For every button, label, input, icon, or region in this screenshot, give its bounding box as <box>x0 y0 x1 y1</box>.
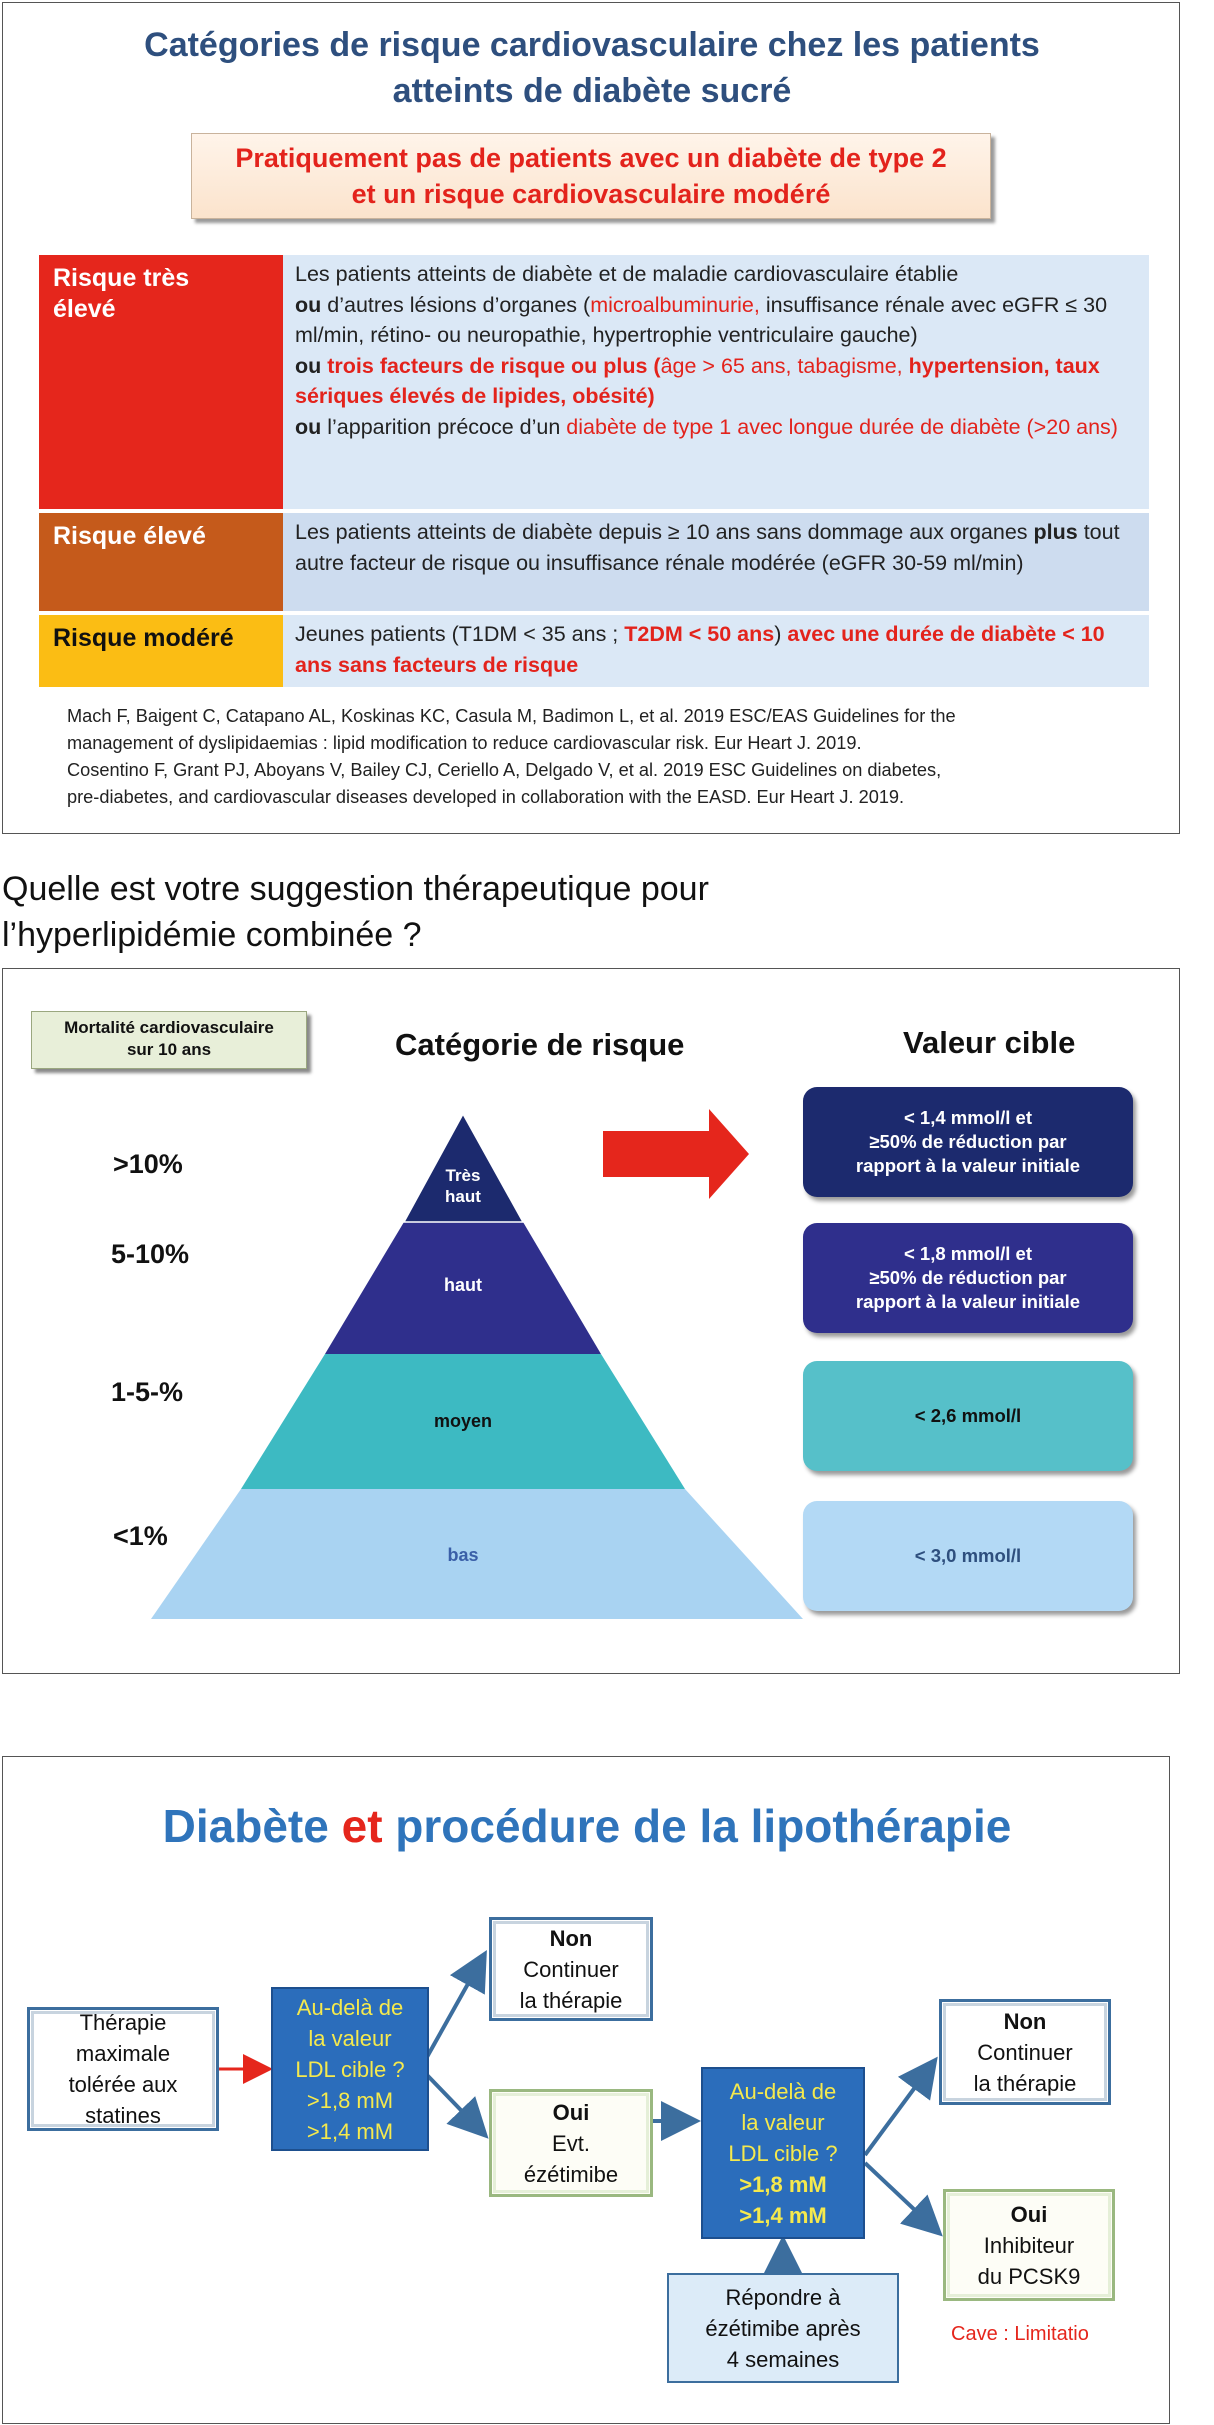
very-high-line-c: ou trois facteurs de risque ou plus (âge > 65 ans, tabagisme, hypertension, taux sériques élevés de lipides, obésité) <box>295 353 1100 408</box>
very-high-line-d: ou l’apparition précoce d’un diabète de type 1 avec longue durée de diabète (>20 ans) <box>295 414 1118 439</box>
reference-line: Cosentino F, Grant PJ, Aboyans V, Bailey CJ, Ceriello A, Delgado V, et al. 2019 ESC Guidelines on diabetes, <box>67 760 942 780</box>
pct-low: <1% <box>113 1521 168 1551</box>
start-box <box>27 2007 219 2131</box>
arrow-decision1-to-yes <box>427 2075 483 2133</box>
yes1-line: ézétimibe <box>523 2161 619 2187</box>
decision2-line: >1,4 mM <box>739 2202 827 2228</box>
level-name-very-high-line2: haut <box>445 1187 481 1206</box>
no2-box <box>939 1999 1111 2105</box>
banner-line1: Pratiquement pas de patients avec un diabète de type 2 <box>235 143 947 173</box>
target-low: < 3,0 mmol/l <box>803 1501 1133 1611</box>
yes1-title: Oui <box>552 2099 590 2125</box>
response-box <box>667 2273 899 2383</box>
yes1-line: Evt. <box>552 2130 590 2156</box>
banner-line2: et un risque cardiovasculaire modéré <box>351 179 831 209</box>
reference-line: Mach F, Baigent C, Catapano AL, Koskinas KC, Casula M, Badimon L, et al. 2019 ESC/EAS Guidelines for the <box>67 706 956 726</box>
level-name-high: haut <box>444 1275 482 1295</box>
target-very-high-line2: ≥50% de réduction par <box>869 1131 1067 1152</box>
mortality-line2: sur 10 ans <box>126 1040 212 1059</box>
risk-label-very-high-line1: Risque très <box>53 264 190 292</box>
response-line: 4 semaines <box>726 2346 840 2372</box>
target-high-line3: rapport à la valeur initiale <box>855 1291 1081 1312</box>
decision1-line: >1,8 mM <box>306 2087 394 2113</box>
no1-title: Non <box>549 1925 593 1951</box>
mortality-line1: Mortalité cardiovasculaire <box>64 1018 274 1037</box>
very-high-line-b: ou d’autres lésions d’organes (microalbuminurie, insuffisance rénale avec eGFR ≤ 30 ml/min, rétino- ou neuropathie, hypertrophie ventriculaire gauche) <box>295 292 1108 347</box>
target-medium: < 2,6 mmol/l <box>803 1361 1133 1471</box>
risk-label-very-high <box>39 255 283 509</box>
decision2-line: la valeur <box>741 2109 825 2135</box>
start-line: maximale <box>75 2041 171 2066</box>
level-name-low: bas <box>447 1545 479 1565</box>
risk-text-high: Les patients atteints de diabète depuis ≥ 10 ans sans dommage aux organes plus tout autre facteur de risque ou insuffisance rénale modérée (eGFR 30-59 ml/min) <box>283 513 1149 611</box>
arrow-decision2-to-no <box>865 2063 933 2155</box>
panel1-title-line2: atteints de diabète sucré <box>392 72 792 110</box>
decision1-line: la valeur <box>308 2025 392 2051</box>
no2-line: la thérapie <box>973 2070 1077 2096</box>
decision1-box <box>271 1987 429 2151</box>
yes2-line: Inhibiteur <box>983 2232 1075 2258</box>
decision2-line: Au-delà de <box>729 2078 837 2104</box>
response-line: ézétimibe après <box>705 2315 861 2341</box>
start-line: tolérée aux <box>68 2072 178 2097</box>
decision1-line: LDL cible ? <box>295 2056 405 2082</box>
arrow-decision2-to-yes <box>865 2163 937 2231</box>
yes2-title: Oui <box>1010 2201 1048 2227</box>
target-high <box>803 1223 1133 1333</box>
start-line: Thérapie <box>79 2010 167 2035</box>
yes2-line: du PCSK9 <box>977 2263 1081 2289</box>
no1-line: la thérapie <box>519 1987 623 2013</box>
reference-line: pre-diabetes, and cardiovascular diseases developed in collaboration with the EASD. Eur Heart J. 2019. <box>67 787 905 807</box>
pct-high: 5-10% <box>111 1239 190 1269</box>
pct-very-high: >10% <box>113 1149 183 1179</box>
level-name-medium: moyen <box>433 1411 493 1431</box>
references <box>67 703 1157 811</box>
decision2-box <box>701 2067 865 2239</box>
level-name-very-high-line1: Très <box>445 1166 481 1185</box>
question-line2: l’hyperlipidémie combinée ? <box>2 916 422 954</box>
decision2-line: >1,8 mM <box>739 2171 827 2197</box>
yes1-box <box>489 2089 653 2197</box>
caveat-note: Cave : Limitatio <box>951 2323 1089 2345</box>
flowchart-title: Diabète et procédure de la lipothérapie <box>162 1800 1012 1852</box>
risk-pyramid-panel <box>2 968 1180 1674</box>
arrow-decision1-to-no <box>427 1957 483 2057</box>
pct-medium: 1-5-% <box>111 1377 184 1407</box>
lipid-therapy-flowchart-panel <box>2 1756 1170 2424</box>
banner <box>191 133 991 219</box>
no2-title: Non <box>1003 2008 1047 2034</box>
panel1-title-line1: Catégories de risque cardiovasculaire chez les patients <box>144 26 1040 64</box>
decision2-line: LDL cible ? <box>728 2140 838 2166</box>
heading-target: Valeur cible <box>903 1025 1076 1060</box>
no1-line: Continuer <box>523 1956 619 1982</box>
risk-label-high: Risque élevé <box>39 513 283 611</box>
no2-line: Continuer <box>977 2039 1073 2065</box>
risk-label-moderate: Risque modéré <box>39 615 283 687</box>
target-high-line1: < 1,8 mmol/l et <box>903 1243 1032 1264</box>
heading-category: Catégorie de risque <box>395 1027 685 1062</box>
target-very-high-line1: < 1,4 mmol/l et <box>903 1107 1032 1128</box>
target-very-high <box>803 1087 1133 1197</box>
risk-text-very-high <box>283 255 1149 509</box>
red-arrow-icon <box>603 1109 749 1199</box>
yes2-box <box>943 2189 1115 2301</box>
start-line: statines <box>85 2103 161 2128</box>
reference-line: management of dyslipidaemias : lipid modification to reduce cardiovascular risk. Eur Heart J. 2019. <box>67 733 862 753</box>
risk-label-very-high-line2: élevé <box>53 295 116 323</box>
question-line1: Quelle est votre suggestion thérapeutique pour <box>2 870 709 908</box>
response-line: Répondre à <box>725 2284 841 2310</box>
very-high-line-a: Les patients atteints de diabète et de maladie cardiovasculaire établie <box>295 262 959 286</box>
target-high-line2: ≥50% de réduction par <box>869 1267 1067 1288</box>
no1-box <box>489 1917 653 2021</box>
target-very-high-line3: rapport à la valeur initiale <box>855 1155 1081 1176</box>
risk-categories-panel <box>2 2 1180 834</box>
risk-text-moderate: Jeunes patients (T1DM < 35 ans ; T2DM < 50 ans) avec une durée de diabète < 10 ans sans facteurs de risque <box>283 615 1149 687</box>
decision1-line: Au-delà de <box>296 1994 404 2020</box>
level-name-very-high <box>433 1165 493 1207</box>
decision1-line: >1,4 mM <box>306 2118 394 2144</box>
